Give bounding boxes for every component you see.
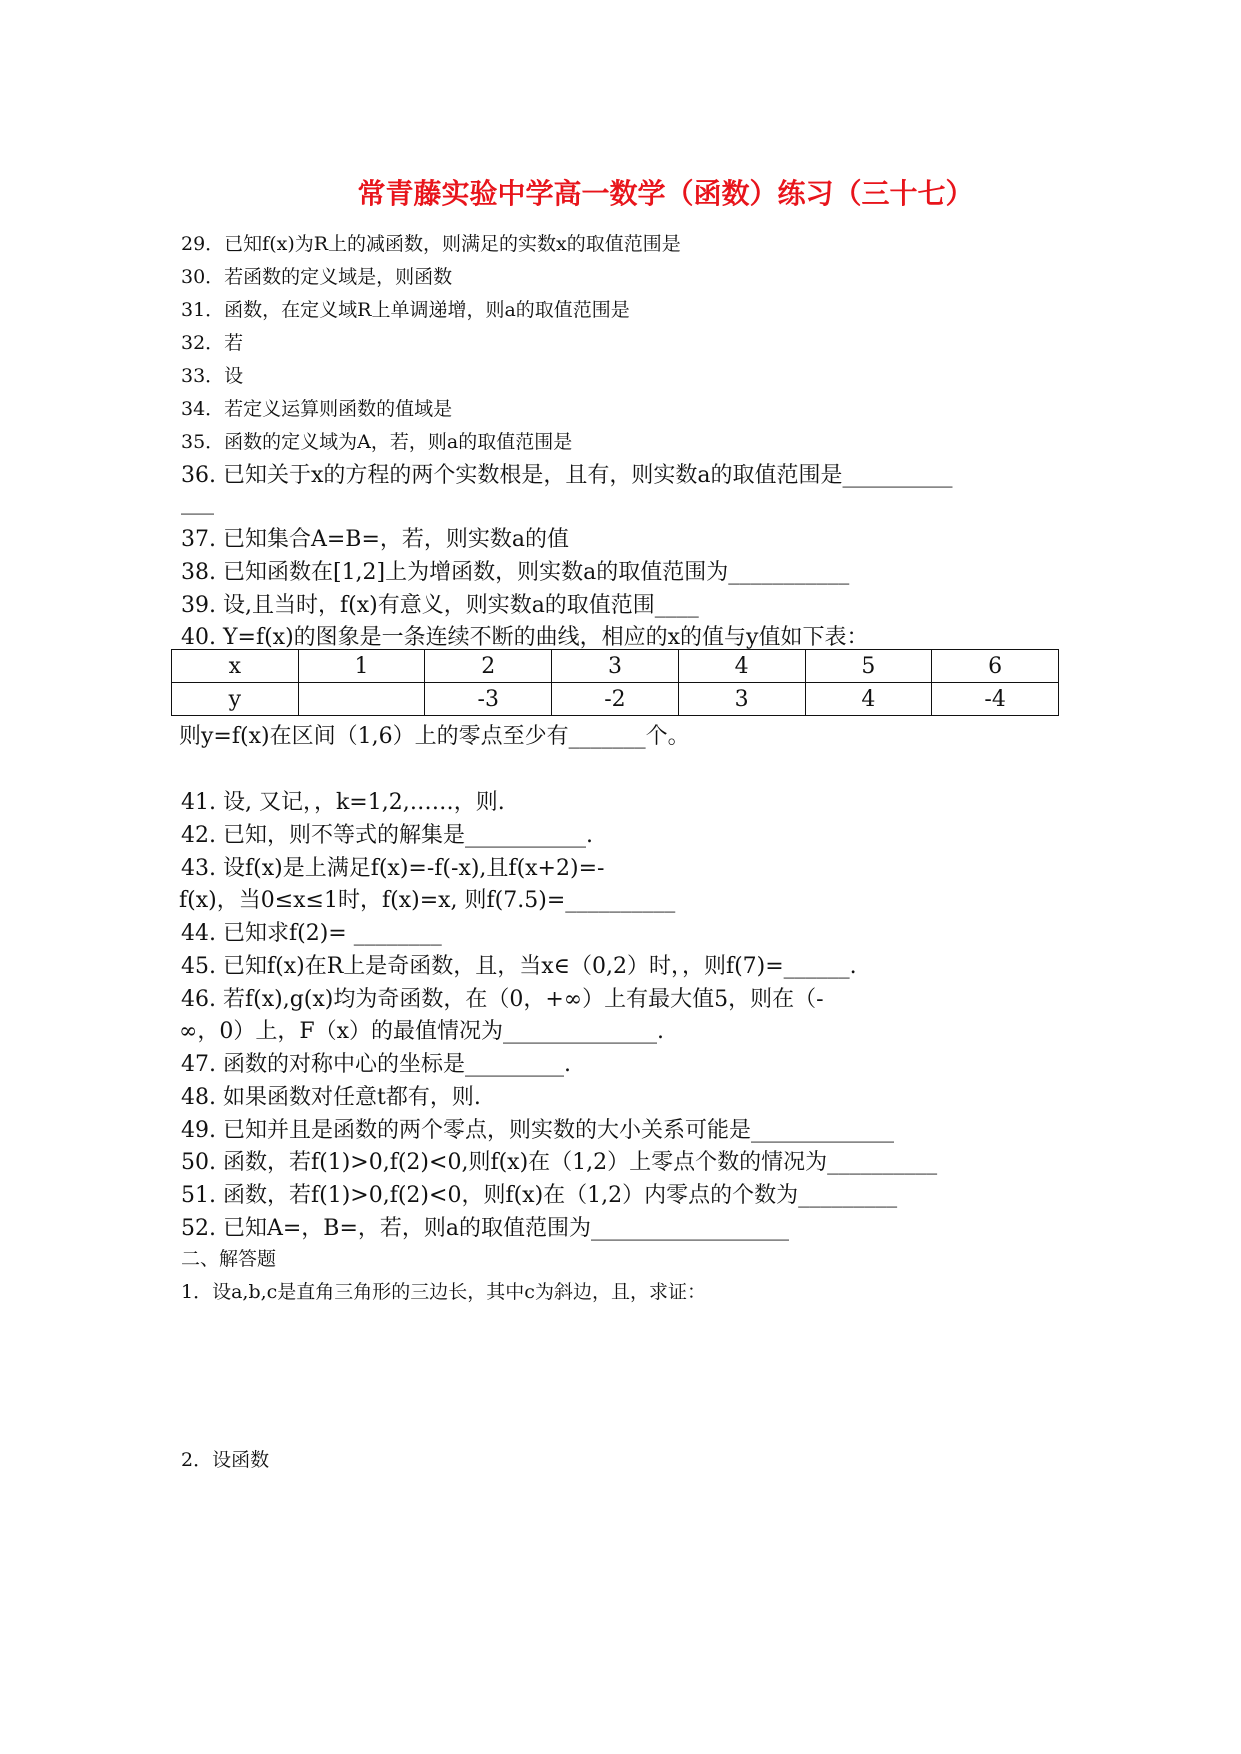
question-47: 47. 函数的对称中心的坐标是_________. bbox=[181, 1052, 571, 1077]
table-cell: -4 bbox=[932, 683, 1059, 716]
question-44: 44. 已知求f(2)= ________ bbox=[181, 921, 442, 946]
question-31: 31．函数，在定义域R上单调递增，则a的取值范围是 bbox=[181, 299, 630, 321]
question-46-continued: ∞，0）上，F（x）的最值情况为______________. bbox=[179, 1019, 664, 1044]
section-heading-answers: 二、解答题 bbox=[181, 1248, 277, 1270]
question-46: 46. 若f(x),g(x)均为奇函数，在（0，+∞）上有最大值5，则在（- bbox=[181, 987, 824, 1012]
table-row-y bbox=[172, 683, 1059, 716]
question-33: 33．设 bbox=[181, 365, 244, 387]
question-39: 39. 设,且当时，f(x)有意义，则实数a的取值范围____ bbox=[181, 593, 699, 618]
table-cell: x bbox=[172, 650, 299, 683]
question-32: 32．若 bbox=[181, 332, 244, 354]
problem-2: 2．设函数 bbox=[181, 1449, 270, 1471]
table-cell: -3 bbox=[425, 683, 552, 716]
table-cell: y bbox=[172, 683, 299, 716]
table-cell: 3 bbox=[552, 650, 679, 683]
problem-1: 1．设a,b,c是直角三角形的三边长，其中c为斜边，且，求证： bbox=[181, 1281, 706, 1303]
question-52: 52. 已知A=，B=，若，则a的取值范围为__________________ bbox=[181, 1216, 790, 1241]
table-cell: 2 bbox=[425, 650, 552, 683]
table-cell: 4 bbox=[805, 683, 932, 716]
question-30: 30．若函数的定义域是，则函数 bbox=[181, 266, 453, 288]
table-cell: 1 bbox=[298, 650, 425, 683]
question-40: 40. Y=f(x)的图象是一条连续不断的曲线，相应的x的值与y值如下表： bbox=[181, 625, 869, 650]
question-38: 38. 已知函数在[1,2]上为增函数，则实数a的取值范围为___________ bbox=[181, 560, 850, 585]
table-cell: -2 bbox=[552, 683, 679, 716]
xy-value-table bbox=[171, 649, 1059, 716]
table-row-x bbox=[172, 650, 1059, 683]
question-51: 51. 函数，若f(1)>0,f(2)<0，则f(x)在（1,2）内零点的个数为_________ bbox=[181, 1183, 898, 1208]
question-35: 35．函数的定义域为A，若，则a的取值范围是 bbox=[181, 431, 573, 453]
table-cell: 5 bbox=[805, 650, 932, 683]
question-36: 36. 已知关于x的方程的两个实数根是，且有，则实数a的取值范围是__________ bbox=[181, 463, 953, 488]
question-34: 34．若定义运算则函数的值域是 bbox=[181, 398, 453, 420]
question-41: 41. 设, 又记，，k=1,2,……，则. bbox=[181, 790, 505, 815]
question-43-continued: f(x)，当0≤x≤1时，f(x)=x, 则f(7.5)=__________ bbox=[179, 888, 676, 913]
question-48: 48. 如果函数对任意t都有，则. bbox=[181, 1085, 481, 1110]
question-49: 49. 已知并且是函数的两个零点，则实数的大小关系可能是_____________ bbox=[181, 1118, 894, 1143]
page-title: 常青藤实验中学高一数学（函数）练习（三十七） bbox=[357, 177, 974, 210]
question-50: 50. 函数，若f(1)>0,f(2)<0,则f(x)在（1,2）上零点个数的情况为__________ bbox=[181, 1150, 938, 1175]
question-45: 45. 已知f(x)在R上是奇函数，且，当x∈（0,2）时，，则f(7)=______. bbox=[181, 954, 857, 979]
table-cell: 6 bbox=[932, 650, 1059, 683]
question-37: 37. 已知集合A=B=，若，则实数a的值 bbox=[181, 527, 570, 552]
table-cell: 3 bbox=[678, 683, 805, 716]
table-cell bbox=[298, 683, 425, 716]
question-42: 42. 已知，则不等式的解集是___________. bbox=[181, 823, 593, 848]
question-29: 29．已知f(x)为R上的减函数，则满足的实数x的取值范围是 bbox=[181, 233, 681, 255]
question-43: 43. 设f(x)是上满足f(x)=-f(-x),且f(x+2)=- bbox=[181, 856, 605, 881]
question-36-continued: ___ bbox=[181, 490, 214, 515]
question-40-followup: 则y=f(x)在区间（1,6）上的零点至少有_______个。 bbox=[179, 724, 690, 749]
table-cell: 4 bbox=[678, 650, 805, 683]
